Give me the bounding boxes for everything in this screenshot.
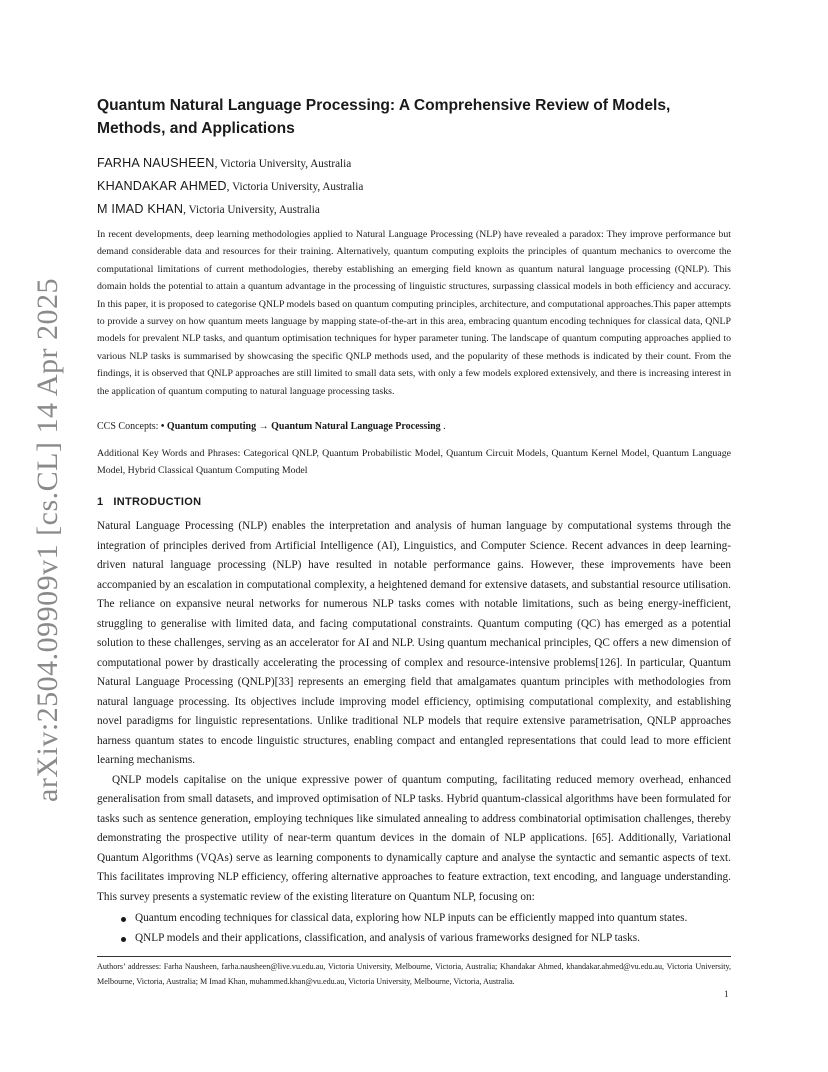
ccs-arrow: →: [256, 421, 272, 432]
ccs-subconcept: Quantum Natural Language Processing: [271, 421, 441, 432]
section-number: 1: [97, 496, 104, 508]
section-title: INTRODUCTION: [113, 496, 202, 508]
ccs-concept: Quantum computing: [166, 421, 257, 432]
author-entry: [97, 175, 731, 198]
page-number: 1: [724, 989, 729, 999]
author-entry: [97, 198, 731, 221]
bullet-list: [97, 909, 731, 948]
keywords: Additional Key Words and Phrases: Categorical QNLP, Quantum Probabilistic Model, Quantum Circuit Models, Quantum Kernel Model, Quantum Language Model, Hybrid Classical Quantum Computing Model: [97, 448, 731, 476]
ccs-end: .: [440, 421, 446, 432]
ccs-concepts: [97, 418, 731, 435]
section-heading: [97, 496, 201, 508]
paragraph: QNLP models capitalise on the unique expressive power of quantum computing, facilitating reduced memory overhead, enhanced generalisation from small datasets, and improved optimisation of NLP tasks. Hybrid quantum-classical algorithms have been formulated for tasks such as sentence generation, employing techniques like simulated annealing to address combinatorial optimisation challenges, thereby demonstrating the prospective utility of near-term quantum devices in the domain of NLP applications. [65]. Additionally, Variational Quantum Algorithms (VQAs) serve as learning components to dynamically capture and analyse the syntactic and semantic aspects of text. This facilitates improving NLP efficiency, offering alternative approaches to feature extraction, text encoding, and language understanding. This survey presents a systematic review of the existing literature on Quantum NLP, focusing on:: [97, 773, 731, 903]
section-body: [97, 517, 731, 948]
bullet-item: Quantum encoding techniques for classical data, exploring how NLP inputs can be efficiently mapped into quantum states.: [135, 909, 731, 929]
author-affiliation: , Victoria University, Australia: [183, 204, 320, 216]
author-name: KHANDAKAR AHMED: [97, 179, 227, 193]
author-affiliation: , Victoria University, Australia: [214, 158, 352, 170]
paper-title: Quantum Natural Language Processing: A Comprehensive Review of Models, Methods, and Applications: [97, 97, 671, 137]
bullet-item: QNLP models and their applications, classification, and analysis of various frameworks designed for NLP tasks.: [135, 929, 731, 949]
author-addresses-footnote: Authors’ addresses: Farha Nausheen, farha.nausheen@live.vu.edu.au, Victoria University, Melbourne, Victoria, Australia; Khandakar Ahmed, khandakar.ahmed@vu.edu.au, Victoria University, Melbourne, Victoria, Australia; M Imad Khan, muhammed.khan@vu.edu.au, Victoria University, Melbourne, Victoria, Australia.: [97, 962, 731, 986]
author-entry: [97, 152, 731, 175]
abstract: In recent developments, deep learning methodologies applied to Natural Language Processing (NLP) have revealed a paradox: They improve performance but demand considerable data and resources for their training. Alternatively, quantum computing exploits the principles of quantum mechanics to overcome the computational limitations of current methodologies, thereby establishing an emerging field known as quantum natural language processing (QNLP). This domain holds the potential to attain a quantum advantage in the processing of linguistic structures, surpassing classical models in both efficiency and accuracy. In this paper, it is proposed to categorise QNLP models based on quantum computing principles, architecture, and computational approaches.This paper attempts to provide a survey on how quantum meets language by mapping state-of-the-art in this area, embracing quantum encoding techniques for classical data, QNLP models for prevalent NLP tasks, and quantum optimisation techniques for hyper parameter tuning. The landscape of quantum computing approaches applied to various NLP tasks is summarised by showcasing the specific QNLP methods used, and the popularity of these methods is indicated by their count. From the findings, it is observed that QNLP approaches are still limited to small data sets, with only a few models explored extensively, and there is increasing interest in the application of quantum computing to natural language processing tasks.: [97, 229, 731, 397]
paragraph: Natural Language Processing (NLP) enables the interpretation and analysis of human language by computational systems through the integration of principles derived from Artificial Intelligence (AI), Linguistics, and Computer Science. Recent advances in deep learning-driven natural language processing (NLP) have resulted in notable performance gains. However, these improvements have been accompanied by an escalation in computational complexity, a heightened demand for extensive datasets, and substantial resource utilisation. The reliance on expansive neural networks for numerous NLP tasks comes with notable limitations, such as being energy-inefficient, struggling to generalise with limited data, and facing computational constraints. Quantum computing (QC) has emerged as a potential solution to these challenges, serving as an accelerator for AI and NLP. Using quantum mechanical principles, QC offers a new dimension of computational power by drastically accelerating the processing of complex and resource-intensive problems[126]. In particular, Quantum Natural Language Processing (QNLP)[33] represents an emerging field that amalgamates quantum principles with methodologies from natural language processing. Its objectives include improving model efficiency, optimising computational complexity, and establishing novel paradigms for linguistic representations. Unlike traditional NLP models that require extensive parametrisation, QNLP approaches harness quantum states to encode linguistic structures, enabling compact and entangled representations that could lead to more efficient learning mechanisms.: [97, 520, 731, 766]
footnote-divider: [97, 956, 731, 957]
author-list: [97, 152, 731, 221]
ccs-bullet: •: [160, 421, 165, 432]
author-name: FARHA NAUSHEEN: [97, 156, 215, 170]
author-name: M IMAD KHAN: [97, 202, 184, 216]
arxiv-identifier: arXiv:2504.09909v1 [cs.CL] 14 Apr 2025: [31, 278, 64, 802]
author-affiliation: , Victoria University, Australia: [226, 181, 364, 193]
ccs-label: CCS Concepts:: [97, 421, 161, 432]
